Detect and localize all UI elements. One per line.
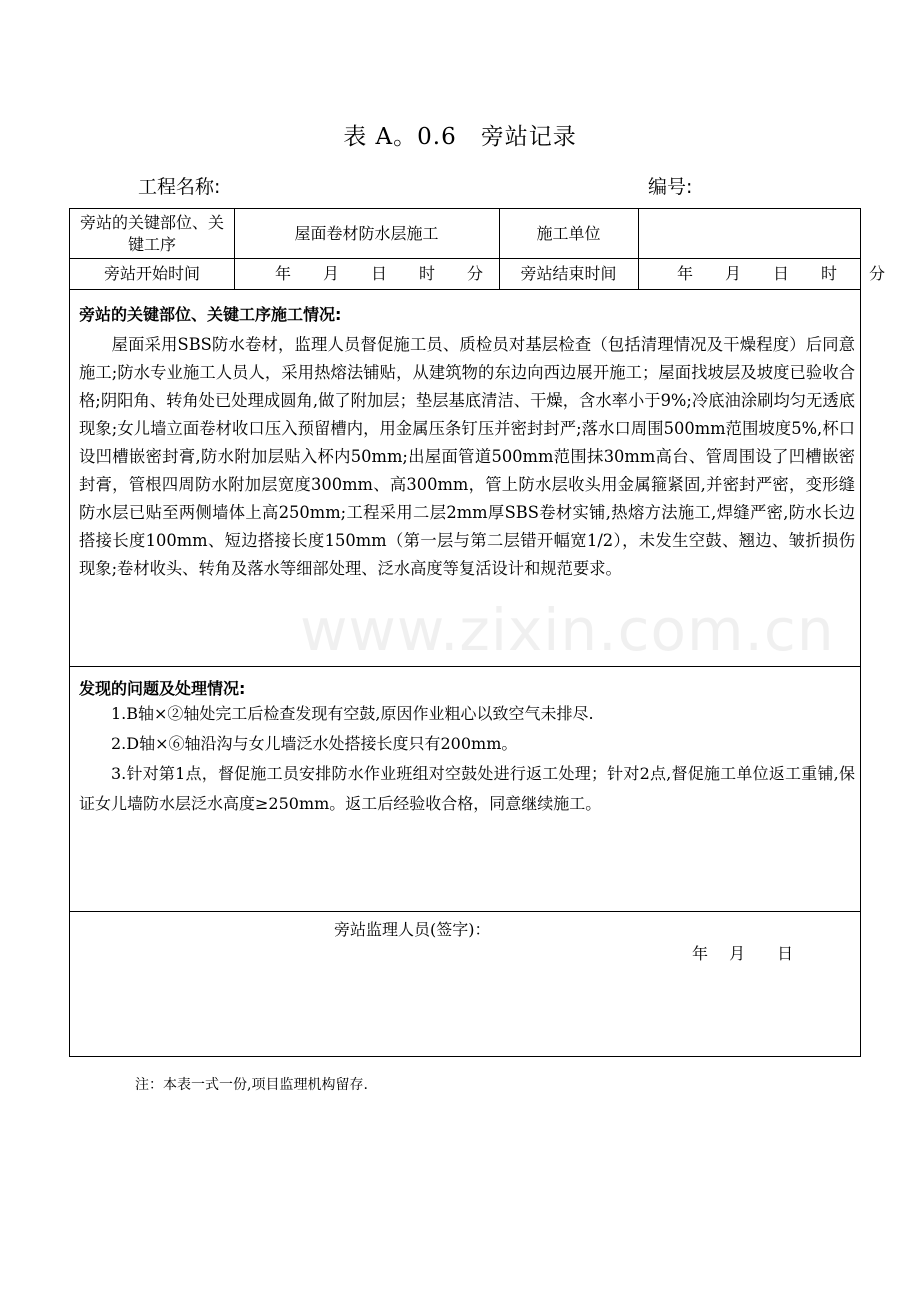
issue-item: 2.D轴×⑥轴沿沟与女儿墙泛水处搭接长度只有200mm。 [111, 734, 518, 753]
start-time-value: 年 月 日 时 分 [275, 263, 484, 283]
issues-title: 发现的问题及处理情况: [79, 679, 246, 698]
construction-unit-value [638, 209, 861, 258]
number-label: 编号: [648, 176, 693, 198]
situation-text: 屋面采用SBS防水卷材，监理人员督促施工员、质检员对基层检查（包括清理情况及干燥程度）后同意施工;防水专业施工人员人，采用热熔法铺贴，从建筑物的东边向西边展开施工；屋面找坡层及坡度已验收合格;阴阳角、转角处已处理成圆角,做了附加层；垫层基底清洁、干燥，含水率小于9%;冷底油涂刷均匀无透底现象;女儿墙立面卷材收口压入预留槽内，用金属压条钉压并密封封严;落水口周围500mm范围坡度5%,杯口设凹槽嵌密封膏,防水附加层贴入杯内50mm;出屋面管道500mm范围抹30mm高台、管周围设了凹槽嵌密封膏，管根四周防水附加层宽度300mm、高300mm，管上防水层收头用金属箍紧固,并密封严密，变形缝防水层已贴至两侧墙体上高250mm;工程采用二层2mm厚SBS卷材实铺,热熔方法施工,焊缝严密,防水长边搭接长度100mm、短边搭接长度150mm（第一层与第二层错开幅宽1/2），未发生空鼓、翘边、皱折损伤现象;卷材收头、转角及落水等细部处理、泛水高度等复活设计和规范要求。 [79, 335, 855, 578]
footnote: 注：本表一式一份,项目监理机构留存. [135, 1077, 368, 1093]
supervision-record-table [69, 208, 886, 1057]
key-position-value: 屋面卷材防水层施工 [294, 223, 439, 243]
row-divider [70, 289, 860, 290]
issue-item: 3.针对第1点，督促施工员安排防水作业班组对空鼓处进行返工处理；针对2点,督促施工单位返工重铺,保证女儿墙防水层泛水高度≥250mm。返工后经验收合格，同意继续施工。 [79, 764, 855, 813]
start-time-label: 旁站开始时间 [103, 263, 200, 283]
end-time-value: 年 月 日 时 分 [677, 263, 886, 283]
issue-item: 1.B轴×②轴处完工后检查发现有空鼓,原因作业粗心以致空气未排尽. [111, 704, 594, 723]
key-position-label: 旁站的关键部位、关键工序 [79, 212, 224, 254]
signature-date: 年 月 日 [692, 944, 794, 963]
construction-unit-label: 施工单位 [536, 223, 601, 243]
project-name-label: 工程名称: [138, 176, 221, 198]
end-time-label: 旁站结束时间 [520, 263, 617, 283]
section-divider [70, 666, 860, 667]
watermark: www.zixin.com.cn [300, 596, 835, 664]
issues-list [79, 699, 855, 819]
situation-title: 旁站的关键部位、关键工序施工情况: [79, 305, 342, 324]
supervisor-signature-label: 旁站监理人员(签字)： [334, 920, 491, 939]
section-divider [70, 911, 860, 912]
page-title: 表 A。0.6 旁站记录 [343, 124, 577, 150]
